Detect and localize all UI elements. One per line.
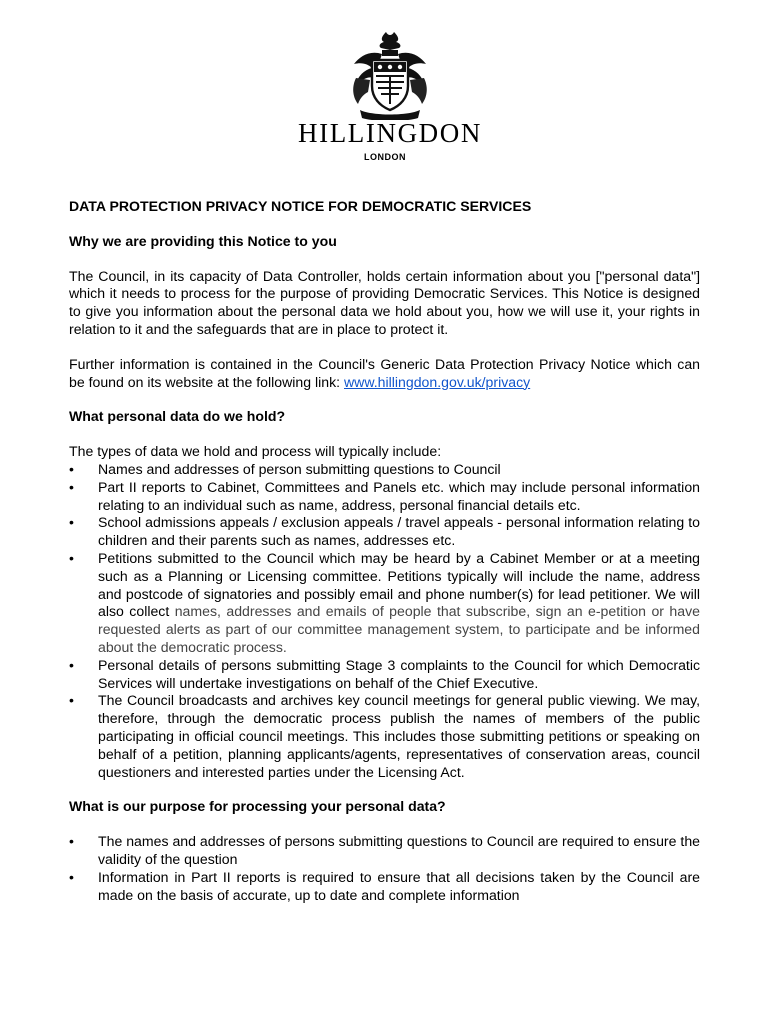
paragraph-intro: The Council, in its capacity of Data Controller, holds certain information about you ["personal data"] which it needs to process for the purpose of providing Democratic Services. This Notice is designed to give you information about the personal data we hold about you, how we will use it, your rights in relation to it and the safeguards that are in place to protect it. [69, 267, 700, 337]
list-item [69, 550, 700, 657]
bullet-icon: • [69, 833, 74, 850]
bullet-icon: • [69, 478, 74, 495]
bullet-icon: • [69, 460, 74, 477]
list-item-text-faded: names, addresses and emails of people that subscribe, sign an e-petition or have requested alerts as part of our committee management system, to participate and be informed about the democratic process. [98, 603, 700, 655]
list-item [69, 461, 700, 479]
list-item-text: Names and addresses of person submitting questions to Council [98, 460, 501, 477]
list-item [69, 833, 700, 869]
list-item-text: The names and addresses of persons submitting questions to Council are required to ensure the validity of the question [98, 833, 700, 867]
bullet-icon: • [69, 692, 74, 709]
section-heading-data-held: What personal data do we hold? [69, 408, 286, 425]
section-heading-purpose: What is our purpose for processing your personal data? [69, 798, 446, 815]
list-item-text: School admissions appeals / exclusion appeals / travel appeals - personal information relating to children and their parents such as names, addresses etc. [98, 514, 700, 549]
brand-name: HILLINGDON [298, 118, 482, 148]
list-item-text: Personal details of persons submitting Stage 3 complaints to the Council for which Democratic Services will undertake investigations on behalf of the Chief Executive. [98, 656, 700, 691]
section-heading-why: Why we are providing this Notice to you [69, 232, 337, 249]
bullet-icon: • [69, 656, 74, 673]
brand-sub: LONDON [364, 152, 406, 162]
bullet-icon: • [69, 868, 74, 885]
list-item [69, 657, 700, 693]
paragraph-further-info [69, 356, 700, 392]
list-item-text: Part II reports to Cabinet, Committees and Panels etc. which may include personal information relating to an individual such as name, address, personal financial details etc. [98, 478, 700, 513]
coat-of-arms-icon [342, 30, 438, 120]
list-item-text: Information in Part II reports is required to ensure that all decisions taken by the Council are made on the basis of accurate, up to date and complete information [98, 868, 700, 903]
list-item [69, 514, 700, 550]
bullet-icon: • [69, 514, 74, 531]
privacy-link[interactable]: www.hillingdon.gov.uk/privacy [344, 373, 531, 390]
purpose-list [69, 833, 700, 904]
paragraph-further-info-text: Further information is contained in the Council's Generic Data Protection Privacy Notice which can be found on its website at the following link: [69, 355, 700, 390]
document-title: DATA PROTECTION PRIVACY NOTICE FOR DEMOCRATIC SERVICES [69, 198, 532, 214]
list-item [69, 692, 700, 781]
list-item [69, 479, 700, 515]
bullet-icon: • [69, 549, 74, 566]
list-item [69, 869, 700, 905]
list-item-text: Petitions submitted to the Council which may be heard by a Cabinet Member or at a meeting such as a Planning or Licensing committee. Petitions typically will include the name, address and postcode of signatories and possibly email and phone number(s) for lead petitioner. We will also collect [98, 549, 700, 620]
list-item-text: The Council broadcasts and archives key council meetings for general public viewing. We may, therefore, through the democratic process publish the names of members of the public participating in official council meetings. This includes those submitting petitions or speaking on behalf of a petition, planning applicants/agents, representatives of conservation areas, council questioners and interested parties under the Licensing Act. [98, 692, 700, 780]
paragraph-data-types: The types of data we hold and process will typically include: [69, 443, 442, 460]
document-body [69, 198, 700, 921]
data-held-list [69, 461, 700, 781]
